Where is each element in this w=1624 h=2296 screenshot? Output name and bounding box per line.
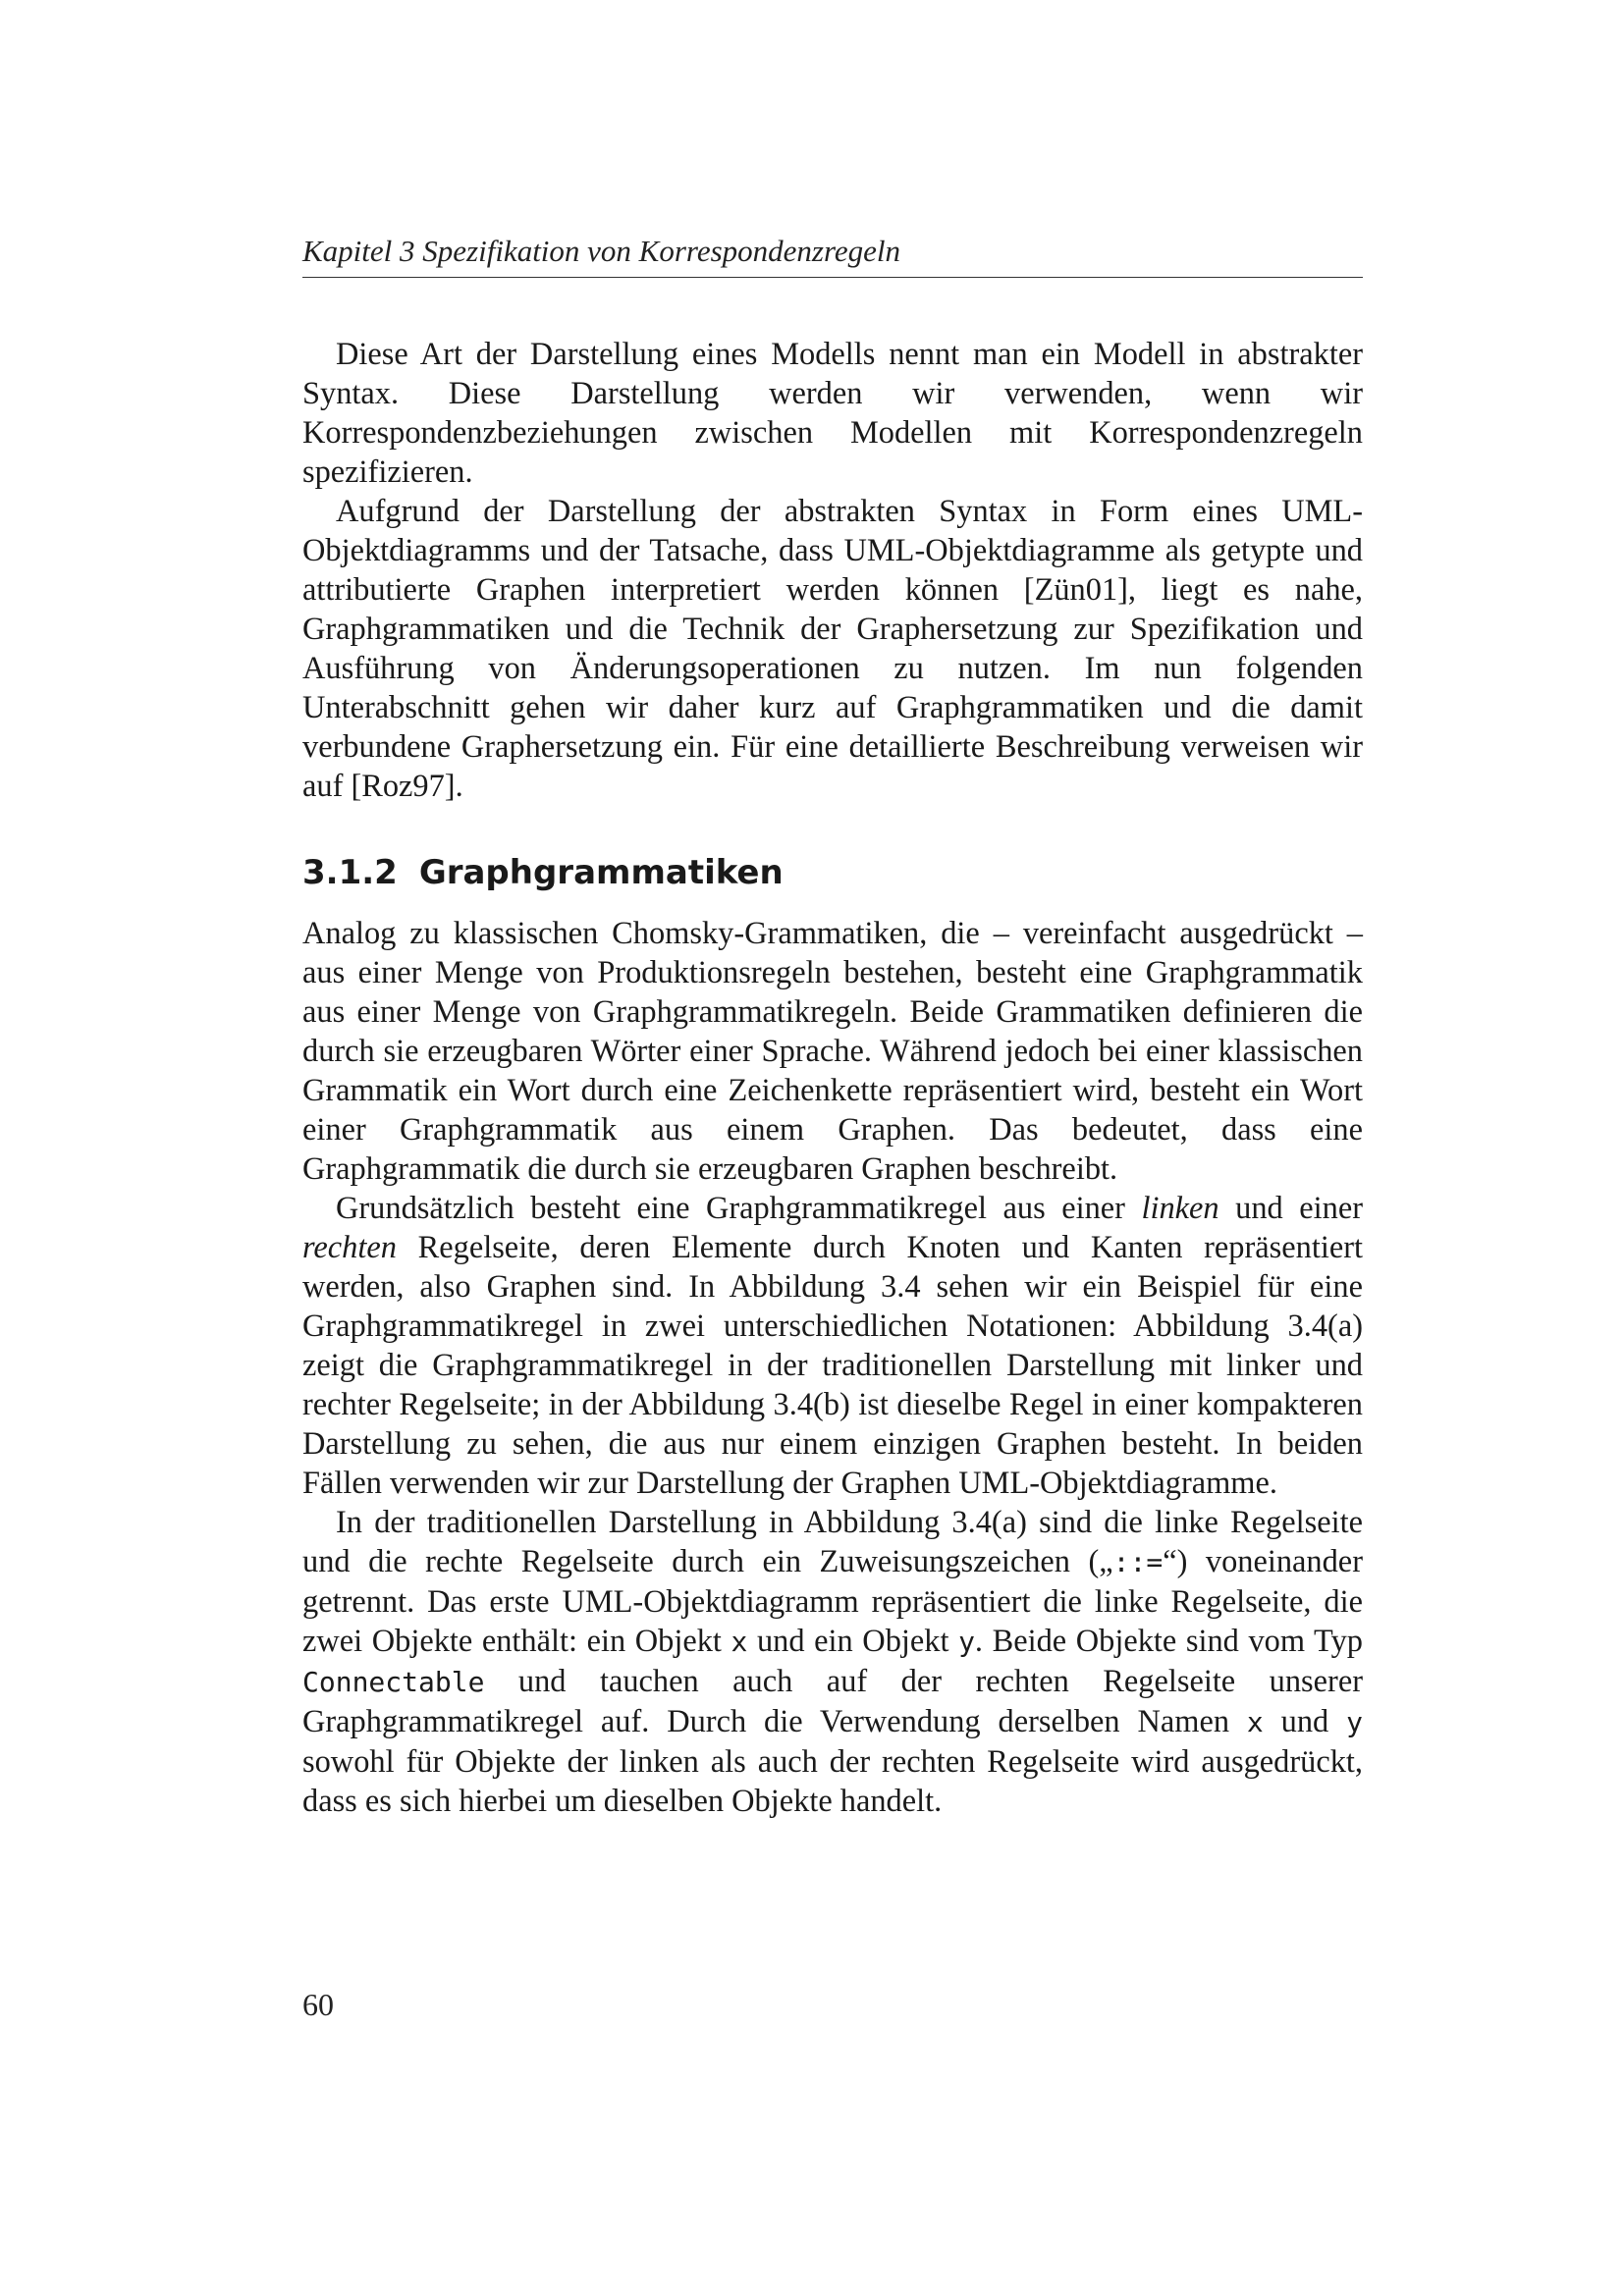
code-object-y: y <box>1346 1706 1363 1738</box>
emphasis-linken: linken <box>1141 1191 1219 1226</box>
text-run: . Beide Objekte sind vom Typ <box>974 1624 1363 1659</box>
paragraph: Aufgrund der Darstellung der abstrakten Syntax in Form eines UML-Objektdiagramms und der Tatsache, dass UML-Objektdiagramme als getypte und attributierte Graphen interpretiert werden können [Zün01], liegt es nahe, Graphgrammatiken und die Technik der Graphersetzung zur Spezifikation und Ausführung von Änderungsoperationen zu nutzen. Im nun folgenden Unterabschnitt gehen wir daher kurz auf Graphgrammatiken und die damit verbundene Graphersetzung ein. Für eine detaillierte Beschreibung verweisen wir auf [Roz97]. <box>302 494 1363 804</box>
header-divider <box>302 277 1363 278</box>
text-run: und <box>1263 1704 1347 1739</box>
code-object-y: y <box>958 1626 975 1658</box>
paragraph <box>302 1503 1363 1821</box>
text-run: sowohl für Objekte der linken als auch der rechten Regelseite wird ausgedrückt, dass es sich hierbei um dieselben Objekte handelt. <box>302 1744 1363 1819</box>
text-run: und tauchen auch auf der rechten Regelseite unserer Graphgrammatikregel auf. Durch die Verwendung derselben Namen <box>302 1664 1363 1739</box>
paragraph: Diese Art der Darstellung eines Modells nennt man ein Modell in abstrakter Syntax. Diese Darstellung werden wir verwenden, wenn wir Korrespondenzbeziehungen zwischen Modellen mit Korrespondenzregeln spezifizieren. <box>302 337 1363 490</box>
text-run: und einer <box>1218 1191 1363 1226</box>
text-run: Grundsätzlich besteht eine Graphgrammatikregel aus einer <box>336 1191 1142 1226</box>
section-number: 3.1.2 <box>302 853 398 892</box>
body-text <box>302 335 1363 1821</box>
code-type-connectable: Connectable <box>302 1666 485 1698</box>
running-header: Kapitel 3 Spezifikation von Korrespondenzregeln <box>302 234 901 268</box>
text-run: In der traditionellen Darstellung in Abbildung 3.4(a) sind die linke Regelseite und die rechte Regelseite durch ein Zuweisungszeichen („ <box>302 1505 1363 1579</box>
section-heading <box>302 851 1363 894</box>
paragraph: Analog zu klassischen Chomsky-Grammatiken, die – vereinfacht ausgedrückt – aus einer Menge von Produktionsregeln bestehen, besteht eine Graphgrammatik aus einer Menge von Graphgrammatikregeln. Beide Grammatiken definieren die durch sie erzeugbaren Wörter einer Sprache. Während jedoch bei einer klassischen Grammatik ein Wort durch eine Zeichenkette repräsentiert wird, besteht ein Wort einer Graphgrammatik aus einem Graphen. Das bedeutet, dass eine Graphgrammatik die durch sie erzeugbaren Graphen beschreibt. <box>302 916 1363 1187</box>
text-run: Regelseite, deren Elemente durch Knoten und Kanten repräsentiert werden, also Graphen sind. In Abbildung 3.4 sehen wir ein Beispiel für eine Graphgrammatikregel in zwei unterschiedlichen Notationen: Abbildung 3.4(a) zeigt die Graphgrammatikregel in der traditionellen Darstellung mit linker und rechter Regelseite; in der Abbildung 3.4(b) ist dieselbe Regel in einer kompakteren Darstellung zu sehen, die aus nur einem einzigen Graphen besteht. In beiden Fällen verwenden wir zur Darstellung der Graphen UML-Objektdiagramme. <box>302 1230 1363 1501</box>
page-number: 60 <box>302 1987 334 2022</box>
text-run: “) voneinander getrennt. Das erste UML-Objektdiagramm repräsentiert die linke Regelseite, die zwei Objekte enthält: ein Objekt <box>302 1544 1363 1659</box>
code-object-x: x <box>1246 1706 1264 1738</box>
code-assign-symbol: ::= <box>1112 1546 1164 1578</box>
paragraph <box>302 1189 1363 1503</box>
text-run: und ein Objekt <box>747 1624 959 1659</box>
code-object-x: x <box>731 1626 748 1658</box>
emphasis-rechten: rechten <box>302 1230 397 1265</box>
section-title: Graphgrammatiken <box>418 853 784 892</box>
